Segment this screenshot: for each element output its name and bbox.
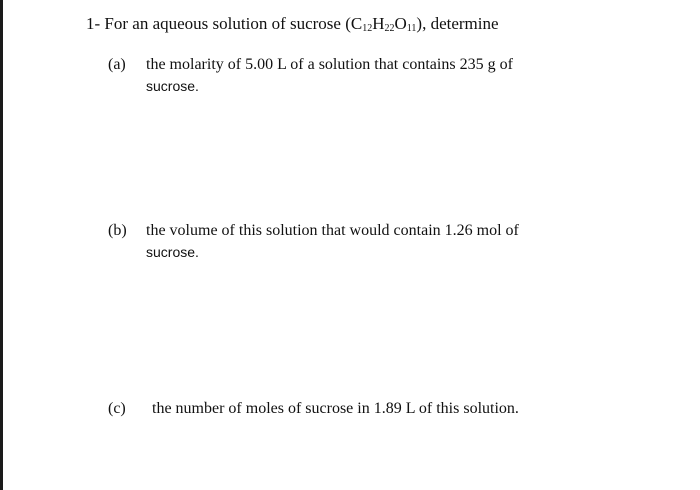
part-a-continuation: sucrose. [146,78,199,94]
title-suffix: ), determine [416,14,499,33]
part-c-label: (c) [108,400,126,417]
left-border-rule [0,0,3,490]
part-a-text: the molarity of 5.00 L of a solution that contains 235 g of [146,56,513,73]
title-prefix: 1- For an aqueous solution of sucrose (C [86,14,363,33]
subscript-carbon: 12 [362,23,373,34]
title-hydrogen: H [372,14,385,33]
part-a-label: (a) [108,56,126,73]
part-b-continuation: sucrose. [146,244,199,260]
part-b-label: (b) [108,222,127,239]
part-b-text: the volume of this solution that would contain 1.26 mol of [146,222,519,239]
question-title [86,13,499,35]
part-c-text: the number of moles of sucrose in 1.89 L of this solution. [152,400,519,417]
subscript-oxygen: 11 [406,23,417,34]
title-oxygen: O [394,14,407,33]
subscript-hydrogen: 22 [384,23,395,34]
